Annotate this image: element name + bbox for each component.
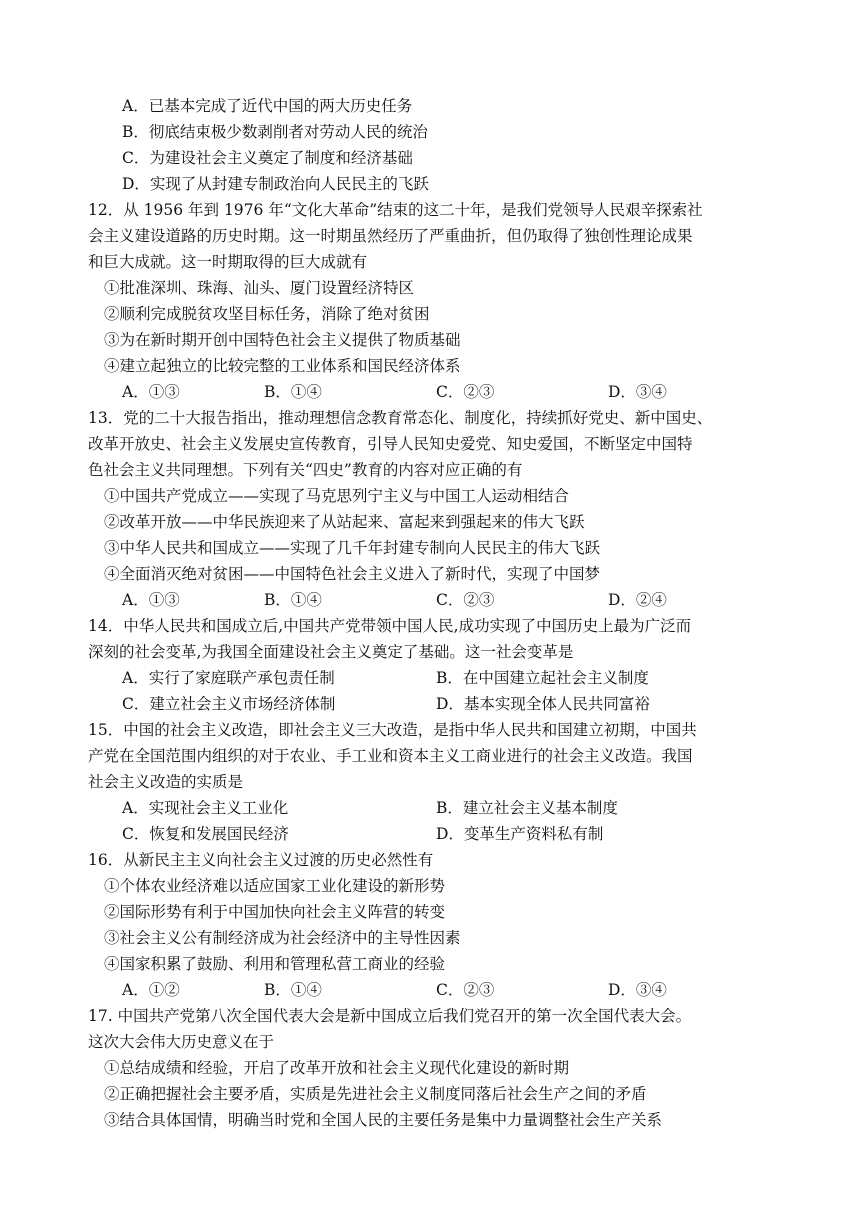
question-stem-line: 12．从 1956 年到 1976 年“文化大革命”结束的这二十年，是我们党领导人民艰辛探索社 <box>88 201 703 219</box>
option-b: B．①④ <box>264 591 322 609</box>
statement-item: ③结合具体国情，明确当时党和全国人民的主要任务是集中力量调整社会生产关系 <box>104 1111 663 1129</box>
option-b: B．建立社会主义基本制度 <box>436 799 618 817</box>
option-c: C．②③ <box>436 591 495 609</box>
option-c: C．恢复和发展国民经济 <box>122 825 289 843</box>
option-a: A．①② <box>122 981 180 999</box>
option-b: B．①④ <box>264 383 322 401</box>
statement-item: ①批准深圳、珠海、汕头、厦门设置经济特区 <box>104 279 415 297</box>
question-stem-line: 会主义建设道路的历史时期。这一时期虽然经历了严重曲折，但仍取得了独创性理论成果 <box>88 227 693 245</box>
option-a: A．已基本完成了近代中国的两大历史任务 <box>122 97 413 115</box>
option-d: D．实现了从封建专制政治向人民民主的飞跃 <box>122 175 429 193</box>
question-stem-line: 15．中国的社会主义改造，即社会主义三大改造，是指中华人民共和国建立初期，中国共 <box>88 721 697 739</box>
option-c: C．建立社会主义市场经济体制 <box>122 695 336 713</box>
question-stem-line: 和巨大成就。这一时期取得的巨大成就有 <box>88 253 368 271</box>
question-stem-line: 改革开放史、社会主义发展史宣传教育，引导人民知史爱党、知史爱国，不断坚定中国特 <box>88 435 693 453</box>
statement-item: ③社会主义公有制经济成为社会经济中的主导性因素 <box>104 929 461 947</box>
statement-item: ②顺利完成脱贫攻坚目标任务，消除了绝对贫困 <box>104 305 430 323</box>
statement-item: ②国际形势有利于中国加快向社会主义阵营的转变 <box>104 903 446 921</box>
option-a: A．实现社会主义工业化 <box>122 799 289 817</box>
option-c: C．②③ <box>436 981 495 999</box>
option-a: A．①③ <box>122 383 180 401</box>
question-stem-line: 14．中华人民共和国成立后,中国共产党带领中国人民,成功实现了中国历史上最为广泛而 <box>88 617 692 635</box>
statement-item: ②正确把握社会主要矛盾，实质是先进社会主义制度同落后社会生产之间的矛盾 <box>104 1085 647 1103</box>
statement-item: ④建立起独立的比较完整的工业体系和国民经济体系 <box>104 357 461 375</box>
option-a: A．实行了家庭联产承包责任制 <box>122 669 335 687</box>
option-d: D．③④ <box>608 981 667 999</box>
question-stem-line: 16．从新民主主义向社会主义过渡的历史必然性有 <box>88 851 434 869</box>
option-c: C．为建设社会主义奠定了制度和经济基础 <box>122 149 413 167</box>
option-a: A．①③ <box>122 591 180 609</box>
option-d: D．②④ <box>608 591 667 609</box>
statement-item: ③为在新时期开创中国特色社会主义提供了物质基础 <box>104 331 461 349</box>
statement-item: ④全面消灭绝对贫困——中国特色社会主义进入了新时代，实现了中国梦 <box>104 565 601 583</box>
question-stem-line: 深刻的社会变革,为我国全面建设社会主义奠定了基础。这一社会变革是 <box>88 643 574 661</box>
option-b: B．在中国建立起社会主义制度 <box>436 669 649 687</box>
statement-item: ④国家积累了鼓励、利用和管理私营工商业的经验 <box>104 955 446 973</box>
option-d: D．③④ <box>608 383 667 401</box>
statement-item: ①中国共产党成立——实现了马克思列宁主义与中国工人运动相结合 <box>104 487 570 505</box>
statement-item: ①个体农业经济难以适应国家工业化建设的新形势 <box>104 877 446 895</box>
statement-item: ②改革开放——中华民族迎来了从站起来、富起来到强起来的伟大飞跃 <box>104 513 585 531</box>
question-stem-line: 色社会主义共同理想。下列有关“四史”教育的内容对应正确的有 <box>88 461 523 479</box>
question-stem-line: 产党在全国范围内组织的对于农业、手工业和资本主义工商业进行的社会主义改造。我国 <box>88 747 693 765</box>
question-stem-line: 这次大会伟大历史意义在于 <box>88 1033 275 1051</box>
question-stem-line: 13．党的二十大报告指出，推动理想信念教育常态化、制度化，持续抓好党史、新中国史、 <box>88 409 713 427</box>
statement-item: ③中华人民共和国成立——实现了几千年封建专制向人民民主的伟大飞跃 <box>104 539 601 557</box>
option-d: D．基本实现全体人民共同富裕 <box>436 695 650 713</box>
option-d: D．变革生产资料私有制 <box>436 825 604 843</box>
option-b: B．①④ <box>264 981 322 999</box>
question-stem-line: 社会主义改造的实质是 <box>88 773 244 791</box>
option-b: B．彻底结束极少数剥削者对劳动人民的统治 <box>122 123 428 141</box>
option-c: C．②③ <box>436 383 495 401</box>
question-stem-line: 17. 中国共产党第八次全国代表大会是新中国成立后我们党召开的第一次全国代表大会。 <box>88 1007 692 1025</box>
statement-item: ①总结成绩和经验，开启了改革开放和社会主义现代化建设的新时期 <box>104 1059 570 1077</box>
